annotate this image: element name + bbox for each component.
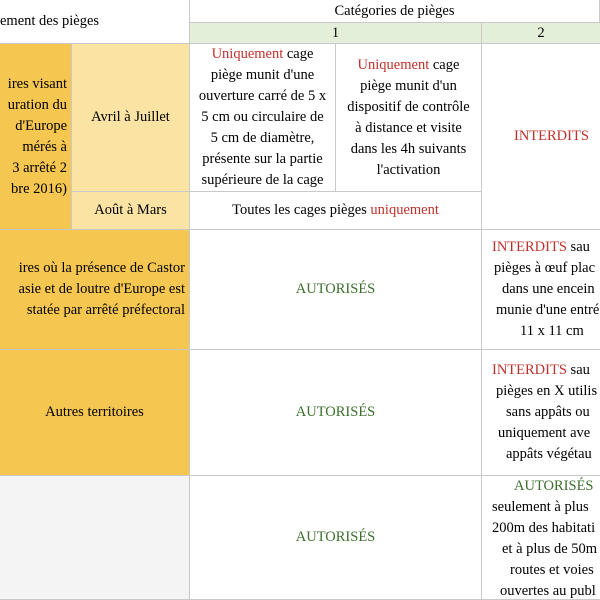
cat1-cage-controle-distance-cell: Uniquement cage piège munit d'un dispositif de contrôle à distance et visite dans les 4h suivants l'activation [336, 44, 482, 192]
categories-title: Catégories de pièges [334, 2, 455, 19]
cat1-autorises-last [190, 476, 482, 600]
autorises-label: AUTORISÉS [295, 281, 376, 297]
category-1-header [190, 22, 482, 44]
uniquement-red-label: Uniquement [211, 46, 284, 62]
category-2-header [482, 22, 600, 44]
territory-label: Autres territoires [45, 404, 144, 420]
period-label: Août à Mars [94, 202, 167, 218]
territory-line: uration du [7, 96, 67, 113]
uniquement-red-label: Uniquement [357, 56, 430, 73]
territory-line: asie et de loutre d'Europe est [18, 281, 185, 297]
cat1-autorises-autres [190, 350, 482, 476]
period-aout-mars [72, 192, 190, 230]
uniquement-red-label: uniquement [370, 202, 439, 218]
period-avril-juillet [72, 44, 190, 192]
autorises-label: AUTORISÉS [295, 404, 376, 420]
category-2-label: 2 [537, 24, 545, 41]
autorises-label: AUTORISÉS [295, 529, 376, 545]
period-label: Avril à Juillet [91, 109, 170, 125]
header-left-title: ement des pièges [0, 13, 100, 29]
cat1-autorises-castor [190, 230, 482, 350]
territory-cell-autres [0, 350, 190, 476]
territory-line: 3 arrêté 2 [12, 159, 67, 176]
territory-cell-last [0, 476, 190, 600]
territory-line: ires visant [7, 75, 67, 92]
cat2-interdits-cell [482, 44, 600, 230]
cat2-last-cell: AUTORISÉS seulement à plus 200m des habitati et à plus de 50m routes et voies ouvertes au publ [482, 476, 600, 600]
territory-line: mérés à [22, 138, 67, 155]
cat1-toutes-cages-cell [190, 192, 482, 230]
territory-cell-castor [0, 230, 190, 350]
toutes-cages-text: Toutes les cages pièges [232, 202, 371, 218]
autorises-green-label: AUTORISÉS [514, 478, 594, 494]
cat1-cage-ouverture-cell: Uniquement cage piège munit d'une ouverture carré de 5 x 5 cm ou circulaire de 5 cm de diamètre, présente sur la partie supérieure de la cage [190, 44, 336, 192]
cat2-autres-cell: INTERDITS sau pièges en X utilis sans appâts ou uniquement ave appâts végétau [482, 350, 600, 476]
header-left-title-cell [0, 0, 190, 44]
territory-line: ires où la présence de Castor [18, 260, 185, 276]
interdits-label: INTERDITS [492, 239, 567, 255]
categories-title-cell [190, 0, 600, 22]
territory-line: statée par arrêté préfectoral [26, 302, 185, 318]
category-1-label: 1 [331, 24, 340, 41]
interdits-label: INTERDITS [514, 128, 589, 144]
territory-cell-zones-visant [0, 44, 72, 230]
territory-line: bre 2016) [11, 180, 67, 197]
territory-line: d'Europe [15, 117, 67, 134]
interdits-label: INTERDITS [492, 362, 567, 378]
cat2-castor-cell: INTERDITS sau pièges à œuf plac dans une encein munie d'une entré 11 x 11 cm [482, 230, 600, 350]
